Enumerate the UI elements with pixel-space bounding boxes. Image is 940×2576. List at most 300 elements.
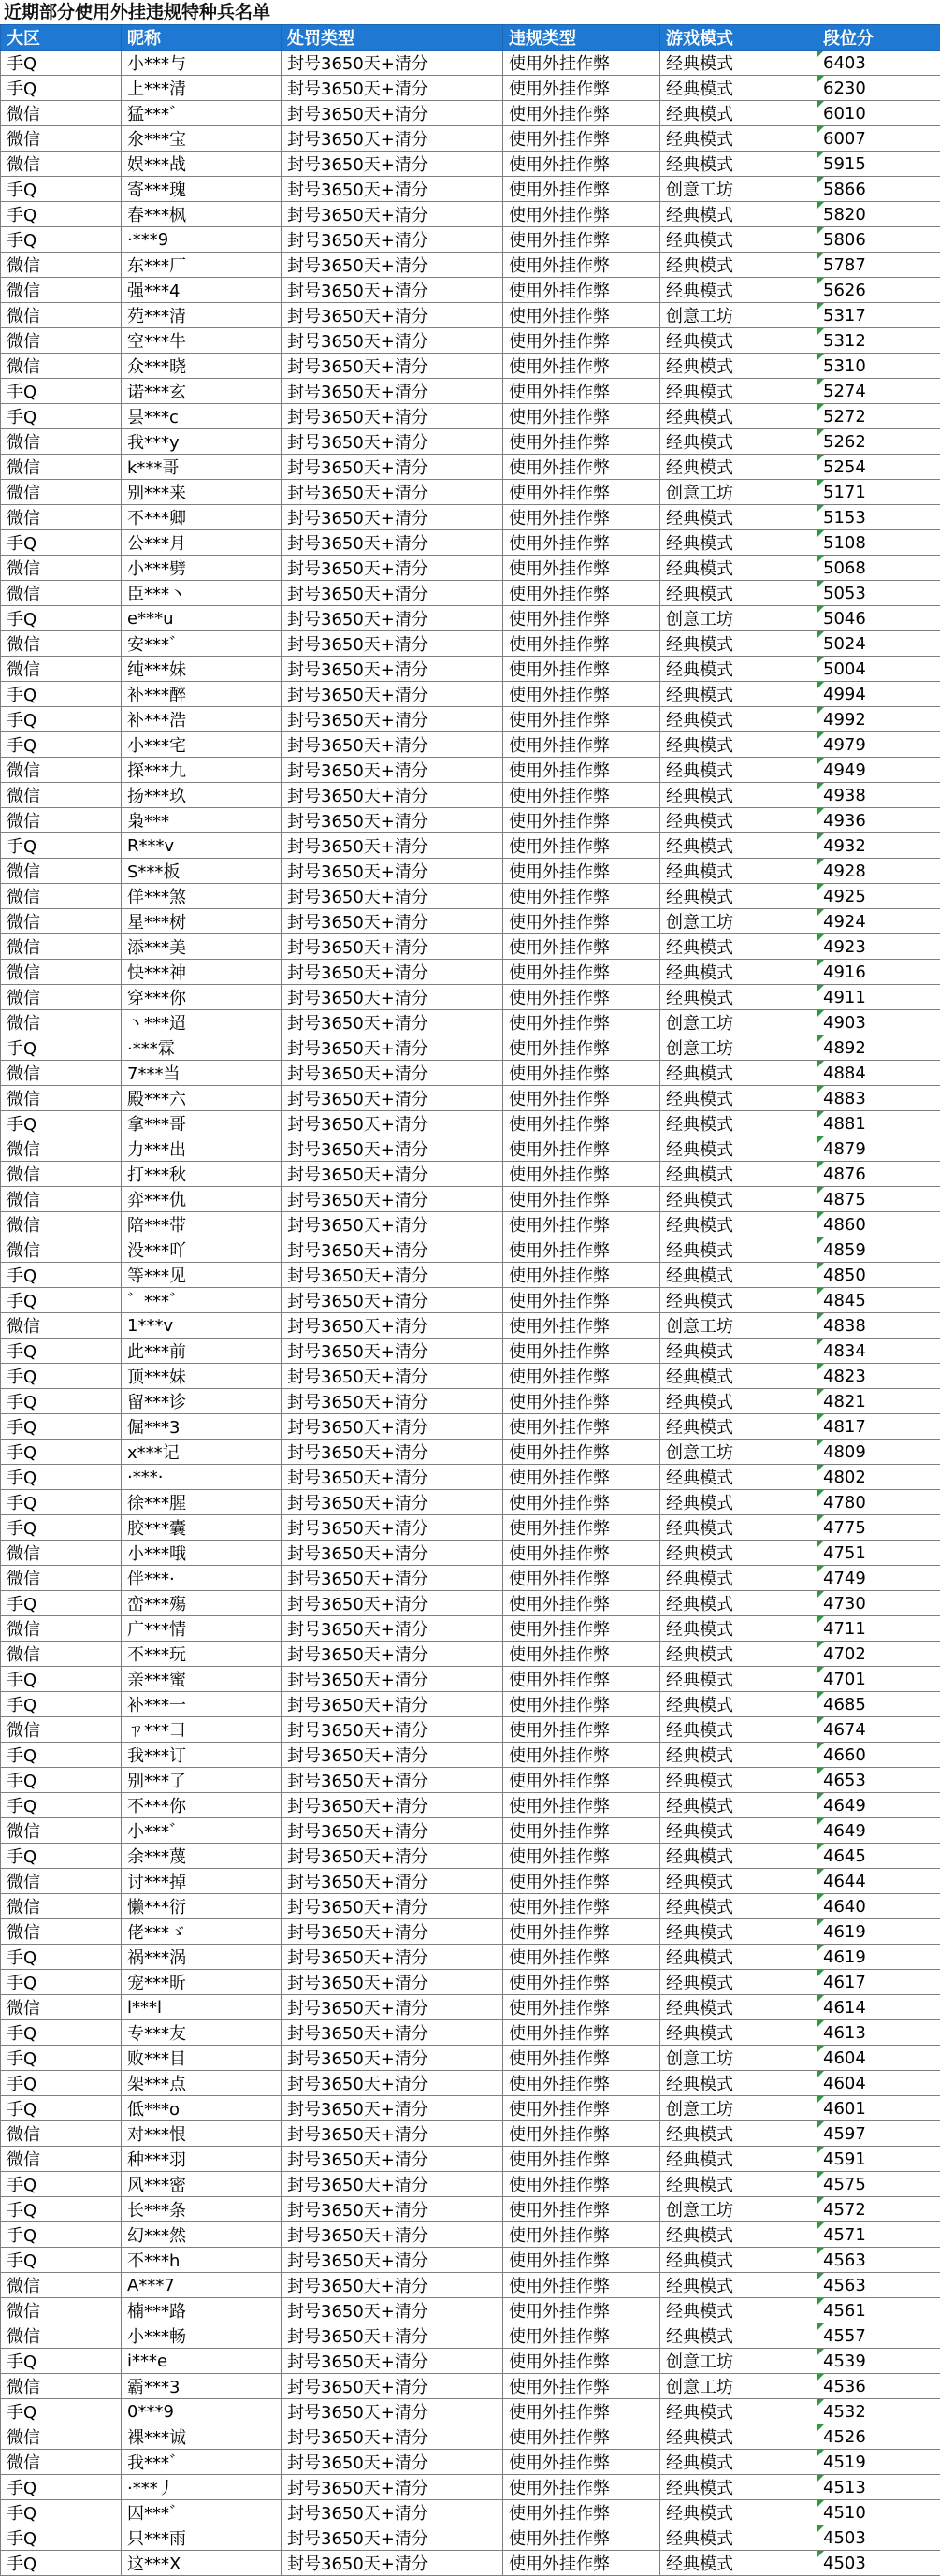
cell-game-mode: 经典模式 xyxy=(660,455,817,480)
cell-nickname: 小***゛ xyxy=(122,1818,282,1844)
cell-rank-score: 5046 xyxy=(817,606,940,631)
cell-violation: 使用外挂作弊 xyxy=(503,1490,660,1515)
cell-nickname: 宠***昕 xyxy=(122,1970,282,1995)
cell-penalty: 封号3650天+清分 xyxy=(282,1894,503,1919)
cell-server: 微信 xyxy=(1,1136,122,1162)
cell-nickname: 强***4 xyxy=(122,278,282,303)
cell-server: 手Q xyxy=(1,2071,122,2096)
cell-game-mode: 经典模式 xyxy=(660,354,817,379)
cell-nickname: 纯***妹 xyxy=(122,657,282,682)
cell-nickname: 猛***゛ xyxy=(122,101,282,126)
cell-game-mode: 创意工坊 xyxy=(660,2374,817,2399)
cell-rank-score: 4923 xyxy=(817,934,940,960)
cell-penalty: 封号3650天+清分 xyxy=(282,2147,503,2172)
cell-nickname: 囚***゛ xyxy=(122,2500,282,2525)
cell-penalty: 封号3650天+清分 xyxy=(282,278,503,303)
cell-penalty: 封号3650天+清分 xyxy=(282,1515,503,1541)
cell-rank-score: 5626 xyxy=(817,278,940,303)
cell-violation: 使用外挂作弊 xyxy=(503,2096,660,2121)
header-penalty: 处罚类型 xyxy=(282,25,503,51)
cell-penalty: 封号3650天+清分 xyxy=(282,833,503,859)
cell-violation: 使用外挂作弊 xyxy=(503,1541,660,1566)
cell-rank-score: 4932 xyxy=(817,833,940,859)
table-row xyxy=(1,2298,940,2323)
cell-game-mode: 经典模式 xyxy=(660,859,817,884)
cell-server: 微信 xyxy=(1,303,122,328)
table-row xyxy=(1,581,940,606)
cell-penalty: 封号3650天+清分 xyxy=(282,480,503,505)
cell-violation: 使用外挂作弊 xyxy=(503,278,660,303)
cell-penalty: 封号3650天+清分 xyxy=(282,682,503,707)
cell-violation: 使用外挂作弊 xyxy=(503,2399,660,2424)
cell-rank-score: 4817 xyxy=(817,1414,940,1440)
cell-rank-score: 5787 xyxy=(817,253,940,278)
cell-nickname: 穿***你 xyxy=(122,985,282,1010)
cell-nickname: S***板 xyxy=(122,859,282,884)
cell-rank-score: 4617 xyxy=(817,1970,940,1995)
table-row xyxy=(1,429,940,455)
cell-rank-score: 4649 xyxy=(817,1793,940,1818)
cell-server: 手Q xyxy=(1,1970,122,1995)
cell-server: 手Q xyxy=(1,2172,122,2197)
table-row xyxy=(1,2500,940,2525)
cell-rank-score: 4563 xyxy=(817,2273,940,2298)
table-row xyxy=(1,76,940,101)
cell-rank-score: 4751 xyxy=(817,1541,940,1566)
table-row xyxy=(1,1237,940,1263)
cell-penalty: 封号3650天+清分 xyxy=(282,1692,503,1717)
cell-rank-score: 4653 xyxy=(817,1768,940,1793)
cell-server: 微信 xyxy=(1,1919,122,1945)
cell-server: 手Q xyxy=(1,530,122,556)
cell-penalty: 封号3650天+清分 xyxy=(282,2248,503,2273)
cell-rank-score: 4711 xyxy=(817,1616,940,1642)
cell-nickname: ·***丿 xyxy=(122,2475,282,2500)
table-row xyxy=(1,2248,940,2273)
cell-nickname: 小***宅 xyxy=(122,732,282,758)
cell-game-mode: 经典模式 xyxy=(660,1919,817,1945)
cell-rank-score: 4702 xyxy=(817,1642,940,1667)
cell-rank-score: 5004 xyxy=(817,657,940,682)
cell-nickname: 上***清 xyxy=(122,76,282,101)
cell-penalty: 封号3650天+清分 xyxy=(282,1591,503,1616)
cell-server: 手Q xyxy=(1,2475,122,2500)
cell-game-mode: 经典模式 xyxy=(660,1187,817,1212)
cell-game-mode: 经典模式 xyxy=(660,1717,817,1743)
cell-nickname: 幻***然 xyxy=(122,2222,282,2248)
cell-violation: 使用外挂作弊 xyxy=(503,783,660,808)
cell-rank-score: 4510 xyxy=(817,2500,940,2525)
cell-rank-score: 5317 xyxy=(817,303,940,328)
cell-violation: 使用外挂作弊 xyxy=(503,682,660,707)
cell-nickname: 亲***蜜 xyxy=(122,1667,282,1692)
cell-server: 手Q xyxy=(1,1793,122,1818)
table-row xyxy=(1,126,940,152)
cell-server: 微信 xyxy=(1,1642,122,1667)
cell-rank-score: 4903 xyxy=(817,1010,940,1035)
cell-penalty: 封号3650天+清分 xyxy=(282,606,503,631)
table-row xyxy=(1,1566,940,1591)
table-row xyxy=(1,328,940,354)
table-row xyxy=(1,1263,940,1288)
cell-nickname: 别***来 xyxy=(122,480,282,505)
cell-penalty: 封号3650天+清分 xyxy=(282,2298,503,2323)
cell-nickname: 力***出 xyxy=(122,1136,282,1162)
cell-rank-score: 4604 xyxy=(817,2071,940,2096)
cell-server: 微信 xyxy=(1,354,122,379)
cell-penalty: 封号3650天+清分 xyxy=(282,1541,503,1566)
cell-violation: 使用外挂作弊 xyxy=(503,2450,660,2475)
cell-game-mode: 经典模式 xyxy=(660,1667,817,1692)
cell-rank-score: 4561 xyxy=(817,2298,940,2323)
cell-game-mode: 经典模式 xyxy=(660,2323,817,2349)
cell-penalty: 封号3650天+清分 xyxy=(282,455,503,480)
cell-game-mode: 经典模式 xyxy=(660,1566,817,1591)
cell-nickname: 春***枫 xyxy=(122,202,282,227)
cell-rank-score: 4821 xyxy=(817,1389,940,1414)
table-row xyxy=(1,833,940,859)
cell-rank-score: 4916 xyxy=(817,960,940,985)
cell-violation: 使用外挂作弊 xyxy=(503,1616,660,1642)
cell-rank-score: 4949 xyxy=(817,758,940,783)
cell-violation: 使用外挂作弊 xyxy=(503,758,660,783)
table-row xyxy=(1,505,940,530)
cell-rank-score: 4557 xyxy=(817,2323,940,2349)
cell-nickname: 安***゛ xyxy=(122,631,282,657)
cell-server: 微信 xyxy=(1,429,122,455)
cell-rank-score: 4928 xyxy=(817,859,940,884)
cell-rank-score: 4526 xyxy=(817,2424,940,2450)
cell-penalty: 封号3650天+清分 xyxy=(282,1263,503,1288)
cell-nickname: 对***恨 xyxy=(122,2121,282,2147)
cell-game-mode: 经典模式 xyxy=(660,429,817,455)
cell-rank-score: 4881 xyxy=(817,1111,940,1136)
table-row xyxy=(1,379,940,404)
cell-nickname: 顶***妹 xyxy=(122,1364,282,1389)
cell-game-mode: 经典模式 xyxy=(660,1995,817,2020)
cell-penalty: 封号3650天+清分 xyxy=(282,808,503,833)
cell-server: 微信 xyxy=(1,581,122,606)
cell-nickname: 苑***清 xyxy=(122,303,282,328)
cell-penalty: 封号3650天+清分 xyxy=(282,429,503,455)
cell-game-mode: 经典模式 xyxy=(660,2399,817,2424)
table-row xyxy=(1,1061,940,1086)
cell-nickname: 补***醉 xyxy=(122,682,282,707)
cell-server: 手Q xyxy=(1,1844,122,1869)
cell-nickname: 留***诊 xyxy=(122,1389,282,1414)
cell-nickname: 小***畅 xyxy=(122,2323,282,2349)
cell-rank-score: 4775 xyxy=(817,1515,940,1541)
cell-game-mode: 经典模式 xyxy=(660,2222,817,2248)
cell-game-mode: 经典模式 xyxy=(660,1869,817,1894)
header-server: 大区 xyxy=(1,25,122,51)
cell-violation: 使用外挂作弊 xyxy=(503,101,660,126)
table-row xyxy=(1,2222,940,2248)
cell-violation: 使用外挂作弊 xyxy=(503,1465,660,1490)
cell-nickname: 余***蔑 xyxy=(122,1844,282,1869)
cell-nickname: 广***情 xyxy=(122,1616,282,1642)
cell-rank-score: 4938 xyxy=(817,783,940,808)
cell-server: 微信 xyxy=(1,1237,122,1263)
cell-violation: 使用外挂作弊 xyxy=(503,909,660,934)
cell-penalty: 封号3650天+清分 xyxy=(282,2374,503,2399)
cell-rank-score: 5312 xyxy=(817,328,940,354)
cell-game-mode: 经典模式 xyxy=(660,379,817,404)
cell-server: 微信 xyxy=(1,328,122,354)
cell-penalty: 封号3650天+清分 xyxy=(282,1818,503,1844)
table-row xyxy=(1,530,940,556)
cell-rank-score: 4879 xyxy=(817,1136,940,1162)
table-row xyxy=(1,1465,940,1490)
cell-violation: 使用外挂作弊 xyxy=(503,732,660,758)
cell-rank-score: 6007 xyxy=(817,126,940,152)
table-row xyxy=(1,1692,940,1717)
cell-violation: 使用外挂作弊 xyxy=(503,1995,660,2020)
cell-penalty: 封号3650天+清分 xyxy=(282,2222,503,2248)
cell-penalty: 封号3650天+清分 xyxy=(282,1313,503,1339)
cell-server: 微信 xyxy=(1,1313,122,1339)
cell-nickname: 只***雨 xyxy=(122,2525,282,2551)
table-row xyxy=(1,1945,940,1970)
cell-violation: 使用外挂作弊 xyxy=(503,1692,660,1717)
table-row xyxy=(1,2323,940,2349)
cell-violation: 使用外挂作弊 xyxy=(503,2020,660,2046)
cell-server: 微信 xyxy=(1,2323,122,2349)
cell-rank-score: 4614 xyxy=(817,1995,940,2020)
cell-penalty: 封号3650天+清分 xyxy=(282,960,503,985)
cell-server: 微信 xyxy=(1,657,122,682)
cell-penalty: 封号3650天+清分 xyxy=(282,303,503,328)
cell-violation: 使用外挂作弊 xyxy=(503,429,660,455)
cell-penalty: 封号3650天+清分 xyxy=(282,1414,503,1440)
cell-game-mode: 经典模式 xyxy=(660,783,817,808)
table-row xyxy=(1,480,940,505)
cell-penalty: 封号3650天+清分 xyxy=(282,1743,503,1768)
cell-violation: 使用外挂作弊 xyxy=(503,960,660,985)
cell-nickname: 专***友 xyxy=(122,2020,282,2046)
table-row xyxy=(1,2020,940,2046)
table-row xyxy=(1,253,940,278)
cell-penalty: 封号3650天+清分 xyxy=(282,2323,503,2349)
table-row xyxy=(1,909,940,934)
cell-game-mode: 经典模式 xyxy=(660,1591,817,1616)
cell-game-mode: 创意工坊 xyxy=(660,1035,817,1061)
cell-penalty: 封号3650天+清分 xyxy=(282,1136,503,1162)
cell-nickname: 空***牛 xyxy=(122,328,282,354)
cell-server: 微信 xyxy=(1,2424,122,2450)
cell-nickname: 寄***瑰 xyxy=(122,177,282,202)
cell-violation: 使用外挂作弊 xyxy=(503,1945,660,1970)
table-row xyxy=(1,682,940,707)
cell-rank-score: 5310 xyxy=(817,354,940,379)
cell-game-mode: 经典模式 xyxy=(660,1212,817,1237)
cell-rank-score: 4685 xyxy=(817,1692,940,1717)
table-row xyxy=(1,2046,940,2071)
table-row xyxy=(1,1035,940,1061)
cell-server: 微信 xyxy=(1,985,122,1010)
cell-rank-score: 4619 xyxy=(817,1945,940,1970)
cell-nickname: 徐***腥 xyxy=(122,1490,282,1515)
cell-rank-score: 4809 xyxy=(817,1440,940,1465)
cell-game-mode: 经典模式 xyxy=(660,1793,817,1818)
cell-rank-score: 5272 xyxy=(817,404,940,429)
cell-nickname: 架***点 xyxy=(122,2071,282,2096)
cell-violation: 使用外挂作弊 xyxy=(503,2374,660,2399)
cell-server: 微信 xyxy=(1,1010,122,1035)
cell-server: 手Q xyxy=(1,1035,122,1061)
cell-violation: 使用外挂作弊 xyxy=(503,1440,660,1465)
cell-nickname: i***e xyxy=(122,2349,282,2374)
cell-nickname: 倔***3 xyxy=(122,1414,282,1440)
cell-server: 手Q xyxy=(1,1667,122,1692)
cell-penalty: 封号3650天+清分 xyxy=(282,1768,503,1793)
cell-server: 手Q xyxy=(1,379,122,404)
cell-penalty: 封号3650天+清分 xyxy=(282,1440,503,1465)
cell-violation: 使用外挂作弊 xyxy=(503,1818,660,1844)
cell-game-mode: 经典模式 xyxy=(660,657,817,682)
cell-penalty: 封号3650天+清分 xyxy=(282,1667,503,1692)
cell-server: 手Q xyxy=(1,606,122,631)
cell-game-mode: 经典模式 xyxy=(660,2424,817,2450)
cell-violation: 使用外挂作弊 xyxy=(503,1010,660,1035)
cell-game-mode: 经典模式 xyxy=(660,682,817,707)
cell-penalty: 封号3650天+清分 xyxy=(282,556,503,581)
cell-penalty: 封号3650天+清分 xyxy=(282,581,503,606)
cell-rank-score: 4883 xyxy=(817,1086,940,1111)
cell-game-mode: 经典模式 xyxy=(660,2020,817,2046)
cell-violation: 使用外挂作弊 xyxy=(503,1339,660,1364)
cell-penalty: 封号3650天+清分 xyxy=(282,1187,503,1212)
cell-game-mode: 经典模式 xyxy=(660,934,817,960)
cell-game-mode: 经典模式 xyxy=(660,1490,817,1515)
cell-violation: 使用外挂作弊 xyxy=(503,328,660,354)
cell-server: 手Q xyxy=(1,1490,122,1515)
cell-nickname: 氽***宝 xyxy=(122,126,282,152)
cell-nickname: 楠***路 xyxy=(122,2298,282,2323)
cell-game-mode: 经典模式 xyxy=(660,51,817,76)
table-header-row xyxy=(1,25,940,51)
cell-penalty: 封号3650天+清分 xyxy=(282,859,503,884)
cell-penalty: 封号3650天+清分 xyxy=(282,758,503,783)
cell-server: 微信 xyxy=(1,1061,122,1086)
cell-server: 手Q xyxy=(1,1339,122,1364)
cell-game-mode: 经典模式 xyxy=(660,707,817,732)
cell-penalty: 封号3650天+清分 xyxy=(282,2020,503,2046)
table-row xyxy=(1,1869,940,1894)
cell-server: 微信 xyxy=(1,884,122,909)
cell-nickname: 殿***六 xyxy=(122,1086,282,1111)
cell-rank-score: 4892 xyxy=(817,1035,940,1061)
table-row xyxy=(1,1743,940,1768)
cell-rank-score: 5820 xyxy=(817,202,940,227)
cell-violation: 使用外挂作弊 xyxy=(503,2273,660,2298)
cell-rank-score: 5254 xyxy=(817,455,940,480)
cell-violation: 使用外挂作弊 xyxy=(503,505,660,530)
cell-violation: 使用外挂作弊 xyxy=(503,152,660,177)
cell-violation: 使用外挂作弊 xyxy=(503,2046,660,2071)
cell-violation: 使用外挂作弊 xyxy=(503,480,660,505)
cell-nickname: 小***哦 xyxy=(122,1541,282,1566)
cell-nickname: 众***晓 xyxy=(122,354,282,379)
table-row xyxy=(1,278,940,303)
cell-game-mode: 创意工坊 xyxy=(660,2046,817,2071)
cell-violation: 使用外挂作弊 xyxy=(503,1844,660,1869)
cell-game-mode: 经典模式 xyxy=(660,1642,817,1667)
cell-rank-score: 5053 xyxy=(817,581,940,606)
table-row xyxy=(1,859,940,884)
cell-penalty: 封号3650天+清分 xyxy=(282,1389,503,1414)
cell-penalty: 封号3650天+清分 xyxy=(282,1869,503,1894)
cell-server: 手Q xyxy=(1,1414,122,1440)
cell-violation: 使用外挂作弊 xyxy=(503,1667,660,1692)
cell-server: 微信 xyxy=(1,859,122,884)
table-row xyxy=(1,1414,940,1440)
cell-server: 微信 xyxy=(1,2374,122,2399)
cell-server: 手Q xyxy=(1,177,122,202)
cell-nickname: 弈***仇 xyxy=(122,1187,282,1212)
table-row xyxy=(1,758,940,783)
cell-violation: 使用外挂作弊 xyxy=(503,76,660,101)
cell-server: 微信 xyxy=(1,1995,122,2020)
cell-rank-score: 4563 xyxy=(817,2248,940,2273)
cell-rank-score: 4838 xyxy=(817,1313,940,1339)
cell-server: 微信 xyxy=(1,2450,122,2475)
table-row xyxy=(1,202,940,227)
cell-nickname: 东***厂 xyxy=(122,253,282,278)
table-row xyxy=(1,1490,940,1515)
table-row xyxy=(1,2450,940,2475)
cell-rank-score: 4979 xyxy=(817,732,940,758)
cell-penalty: 封号3650天+清分 xyxy=(282,530,503,556)
cell-violation: 使用外挂作弊 xyxy=(503,379,660,404)
table-row xyxy=(1,2121,940,2147)
table-row xyxy=(1,1894,940,1919)
cell-penalty: 封号3650天+清分 xyxy=(282,1490,503,1515)
cell-penalty: 封号3650天+清分 xyxy=(282,1970,503,1995)
cell-rank-score: 4730 xyxy=(817,1591,940,1616)
cell-violation: 使用外挂作弊 xyxy=(503,530,660,556)
cell-nickname: x***记 xyxy=(122,1440,282,1465)
cell-server: 手Q xyxy=(1,227,122,253)
cell-nickname: 7***当 xyxy=(122,1061,282,1086)
cell-server: 手Q xyxy=(1,76,122,101)
cell-nickname: 败***目 xyxy=(122,2046,282,2071)
cell-game-mode: 经典模式 xyxy=(660,1364,817,1389)
cell-violation: 使用外挂作弊 xyxy=(503,2323,660,2349)
cell-server: 手Q xyxy=(1,732,122,758)
cell-violation: 使用外挂作弊 xyxy=(503,556,660,581)
cell-server: 手Q xyxy=(1,2096,122,2121)
table-row xyxy=(1,1339,940,1364)
table-row xyxy=(1,707,940,732)
table-row xyxy=(1,934,940,960)
cell-server: 手Q xyxy=(1,1440,122,1465)
cell-server: 微信 xyxy=(1,101,122,126)
cell-game-mode: 经典模式 xyxy=(660,1515,817,1541)
cell-game-mode: 经典模式 xyxy=(660,2298,817,2323)
cell-violation: 使用外挂作弊 xyxy=(503,177,660,202)
cell-violation: 使用外挂作弊 xyxy=(503,1313,660,1339)
cell-rank-score: 4859 xyxy=(817,1237,940,1263)
cell-penalty: 封号3650天+清分 xyxy=(282,2349,503,2374)
cell-game-mode: 经典模式 xyxy=(660,253,817,278)
cell-game-mode: 经典模式 xyxy=(660,1136,817,1162)
cell-server: 手Q xyxy=(1,1288,122,1313)
cell-game-mode: 经典模式 xyxy=(660,1339,817,1364)
cell-game-mode: 经典模式 xyxy=(660,2071,817,2096)
table-row xyxy=(1,2475,940,2500)
cell-violation: 使用外挂作弊 xyxy=(503,126,660,152)
